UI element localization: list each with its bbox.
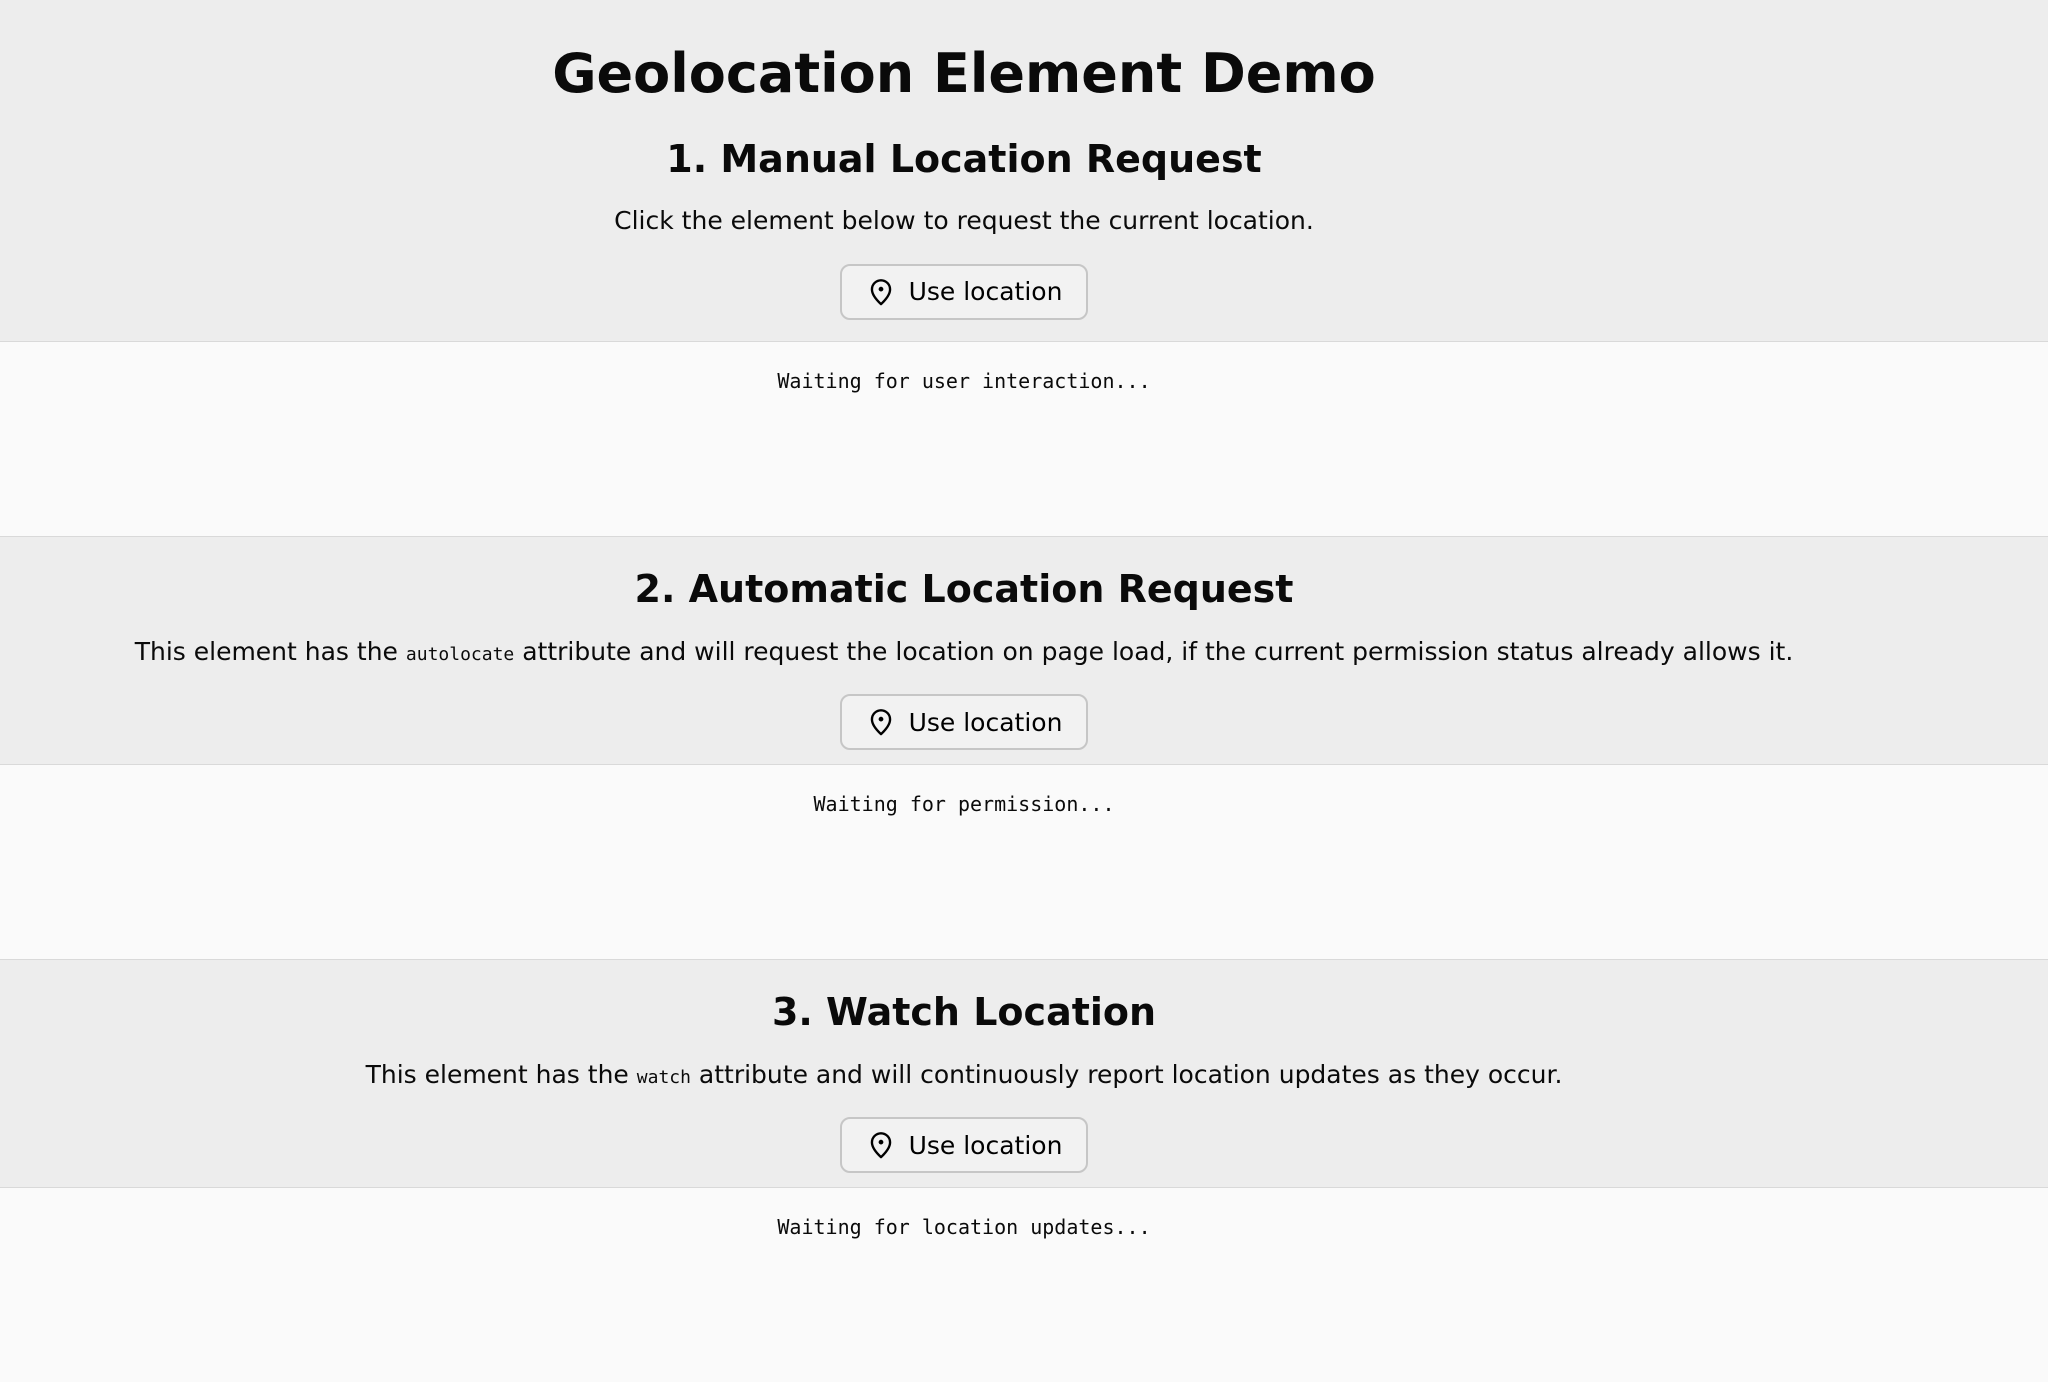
status-output-watch <box>0 1215 2048 1382</box>
use-location-label: Use location <box>908 707 1063 737</box>
section-description-automatic <box>0 637 1928 667</box>
section-description-manual <box>0 206 1928 236</box>
section-heading-manual: 1. Manual Location Request <box>666 136 1262 181</box>
description-text-after: attribute and will continuously report location updates as they occur. <box>690 1059 1563 1089</box>
use-location-label: Use location <box>908 277 1063 307</box>
location-pin-icon <box>866 1130 896 1160</box>
status-output-manual <box>0 369 2048 536</box>
description-text-after: attribute and will request the location on page load, if the current permission status already allows it. <box>514 636 1794 666</box>
description-text-before: This element has the <box>134 636 406 666</box>
section-watch-location <box>0 959 2048 1188</box>
page-title: Geolocation Element Demo <box>552 42 1376 105</box>
location-pin-icon <box>866 707 896 737</box>
use-location-button-manual[interactable] <box>840 264 1089 320</box>
status-text-manual: Waiting for user interaction... <box>777 369 1151 393</box>
status-text-watch: Waiting for location updates... <box>777 1215 1151 1240</box>
section-heading-watch: 3. Watch Location <box>771 990 1157 1035</box>
use-location-label: Use location <box>908 1130 1063 1160</box>
section-automatic-location <box>0 536 2048 765</box>
location-pin-icon <box>866 277 896 307</box>
description-text-before: Click the element below to request the current location. <box>614 206 1314 236</box>
inline-code-attribute: autolocate <box>405 643 515 665</box>
inline-code-attribute: watch <box>636 1066 691 1088</box>
status-output-automatic <box>0 792 2048 959</box>
status-text-automatic: Waiting for permission... <box>813 792 1115 817</box>
section-heading-automatic: 2. Automatic Location Request <box>634 567 1294 611</box>
section-manual-location <box>0 0 2048 342</box>
section-description-watch <box>0 1060 1928 1090</box>
description-text-before: This element has the <box>365 1059 637 1089</box>
use-location-button-automatic[interactable] <box>840 694 1089 750</box>
use-location-button-watch[interactable] <box>840 1117 1089 1173</box>
